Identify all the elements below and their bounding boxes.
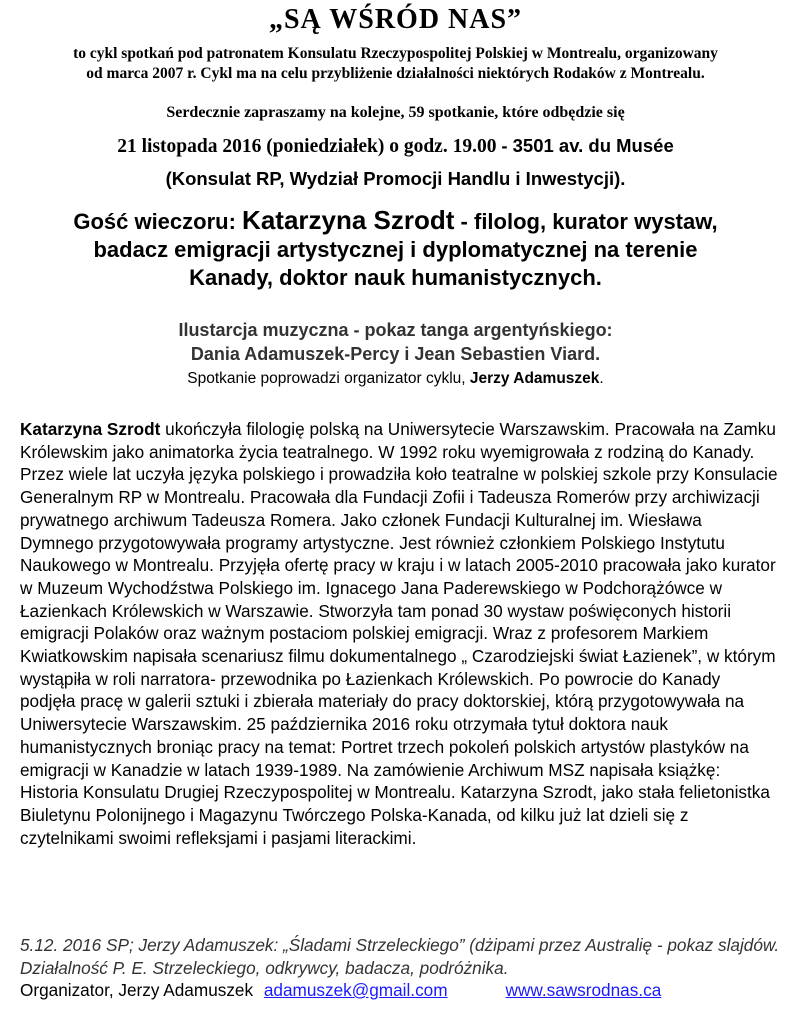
guest-name: Katarzyna Szrodt	[242, 205, 455, 235]
bio-name: Katarzyna Szrodt	[20, 419, 161, 439]
invitation-text: Serdecznie zapraszamy na kolejne, 59 spotkanie, które odbędzie się	[166, 104, 625, 121]
guest-line-2: badacz emigracji artystycznej i dyplomatycznej na terenie	[93, 237, 698, 262]
guest-line-3: Kanady, doktor nauk humanistycznych.	[189, 265, 602, 290]
event-address: - 3501 av. du Musée	[501, 135, 674, 156]
host-name: Jerzy Adamuszek	[469, 370, 600, 387]
email-link[interactable]: adamuszek@gmail.com	[263, 980, 448, 1000]
page-title: „SĄ WŚRÓD NAS”	[268, 4, 523, 35]
footer	[20, 979, 780, 1001]
organizer-label: Organizator, Jerzy Adamuszek	[20, 980, 258, 1000]
host-line	[0, 370, 791, 388]
guest-description-1: - filolog, kurator wystaw,	[454, 209, 718, 234]
bio-text: ukończyła filologię polską na Uniwersytecie Warszawskim. Pracowała na Zamku Królewskim jako animatorka życia teatralnego. W 1992 roku wyemigrowała z rodziną do Kanady. Przez wiele lat uczyła języka polskiego i prowadziła koło teatralne w polskiej szkole przy Konsulacie Generalnym RP w Montrealu. Pracowała dla Fundacji Zofii i Tadeusza Romerów przy archiwizacji prywatnego archiwum Tadeusza Romera. Jako członek Fundacji Kulturalnej im. Wiesława Dymnego przygotowywała programy artystyczne. Jest również członkiem Polskiego Instytutu Naukowego w Montrealu. Przyjęła ofertę pracy w kraju i w latach 2005-2010 pracowała jako kurator w Muzeum Wychodźstwa Polskiego im. Ignacego Jana Paderewskiego w Podchorążówce w Łazienkach Królewskich w Warszawie. Stworzyła tam ponad 30 wystaw poświęconych historii emigracji Polaków oraz ważnym postaciom polskiej emigracji. Wraz z profesorem Markiem Kwiatkowskim napisała scenariusz filmu dokumentalnego „ Czarodziejski świat Łazienek”, w którym wystąpiła w roli narratora- przewodnika po Łazienkach Królewskich. Po powrocie do Kanady podjęła pracę w galerii sztuki i zbierała materiały do pracy doktorskiej, którą przygotowywała na Uniwersytecie Warszawskim. 25 października 2016 roku otrzymała tytuł doktora nauk humanistycznych broniąc pracy na temat: Portret trzech pokoleń polskich artystów plastyków na emigracji w Kanadzie w latach 1939-1989. Na zamówienie Archiwum MSZ napisała książkę: Historia Konsulatu Drugiej Rzeczypospolitej w Montrealu. Katarzyna Szrodt, jako stała felietonistka Biuletynu Polonijnego i Magazynu Twórczego Polska-Kanada, od kilku już lat dzieli się z czytelnikami swoimi refleksjami i pasjami literackimi.	[20, 419, 778, 848]
intro-text	[20, 44, 771, 84]
biography	[20, 418, 780, 849]
guest-section	[20, 206, 771, 292]
music-section	[0, 318, 791, 366]
guest-prefix: Gość wieczoru:	[73, 209, 243, 234]
event-venue: (Konsulat RP, Wydział Promocji Handlu i Inwestycji).	[165, 168, 626, 189]
intro-line-2: od marca 2007 r. Cykl ma na celu przybliżenie działalności niektórych Rodaków z Montrealu.	[86, 65, 705, 82]
music-line-2: Dania Adamuszek-Percy i Jean Sebastien Viard.	[190, 344, 601, 364]
website-link[interactable]: www.sawsrodnas.ca	[505, 980, 662, 1000]
next-event: 5.12. 2016 SP; Jerzy Adamuszek: „Śladami Strzeleckiego” (dżipami przez Australię - pokaz slajdów. Działalność P. E. Strzeleckiego, odkrywcy, badacza, podróżnika.	[20, 935, 780, 978]
host-end: .	[599, 370, 604, 387]
event-date: 21 listopada 2016 (poniedziałek) o godz. 19.00	[117, 136, 502, 157]
guest-line-1	[20, 206, 771, 236]
music-line-1: Ilustarcja muzyczna - pokaz tanga argentyńskiego:	[178, 320, 613, 340]
host-text: Spotkanie poprowadzi organizator cyklu,	[187, 370, 470, 387]
event-date-line	[0, 135, 791, 158]
intro-line-1: to cykl spotkań pod patronatem Konsulatu Rzeczypospolitej Polskiej w Montrealu, organizowany	[73, 45, 718, 62]
